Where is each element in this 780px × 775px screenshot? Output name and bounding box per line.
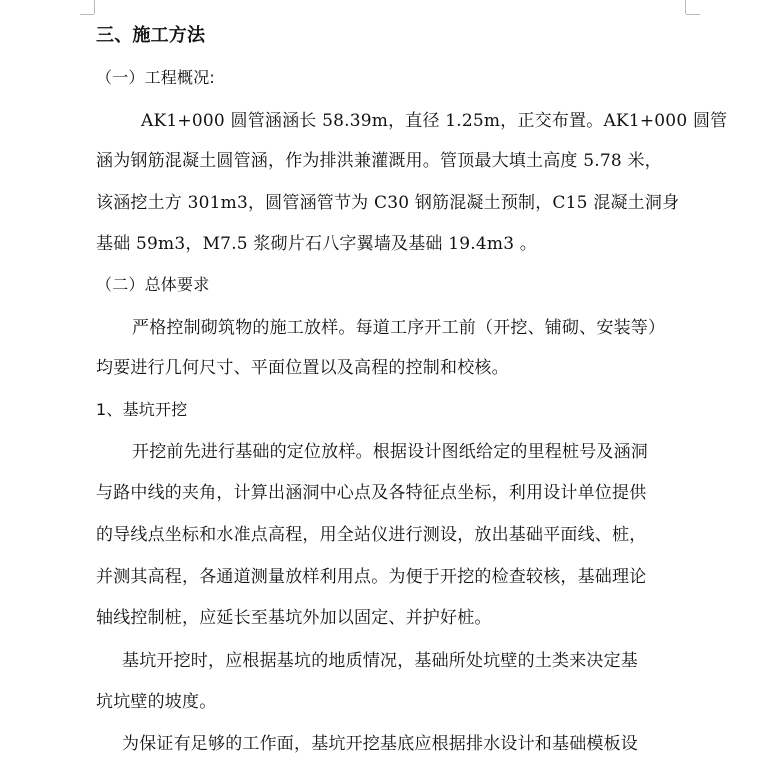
subsection-heading-excavation: 1、基坑开挖 xyxy=(96,400,188,419)
paragraph-line: 的导线点坐标和水准点高程，用全站仪进行测设，放出基础平面线、桩， xyxy=(96,525,647,545)
crop-mark-top-right xyxy=(685,0,686,14)
section-title: 三、施工方法 xyxy=(96,25,206,46)
paragraph-line: 为保证有足够的工作面，基坑开挖基底应根据排水设计和基础模板设 xyxy=(122,734,638,754)
paragraph-line: 基础 59m3，M7.5 浆砌片石八字翼墙及基础 19.4m3 。 xyxy=(96,234,538,254)
paragraph-line: 涵为钢筋混凝土圆管涵，作为排洪兼灌溉用。管顶最大填土高度 5.78 米， xyxy=(96,151,662,171)
paragraph-line: 严格控制砌筑物的施工放样。每道工序开工前（开挖、铺砌、安装等） xyxy=(132,318,666,338)
paragraph-line: 均要进行几何尺寸、平面位置以及高程的控制和校核。 xyxy=(96,358,509,378)
paragraph-line: 并测其高程，各通道测量放样利用点。为便于开挖的检查较核，基础理论 xyxy=(96,567,647,587)
paragraph-line: 开挖前先进行基础的定位放样。根据设计图纸给定的里程桩号及涵洞 xyxy=(132,442,648,462)
paragraph-line: 坑坑壁的坡度。 xyxy=(96,692,217,712)
subsection-heading-overview: （一）工程概况: xyxy=(96,68,215,87)
subsection-heading-requirements: （二）总体要求 xyxy=(96,275,210,294)
paragraph-line: AK1+000 圆管涵涵长 58.39m，直径 1.25m，正交布置。AK1+000 圆管 xyxy=(141,111,728,131)
paragraph-line: 轴线控制桩，应延长至基坑外加以固定、并护好桩。 xyxy=(96,608,492,628)
paragraph-line: 该涵挖土方 301m3，圆管涵管节为 C30 钢筋混凝土预制，C15 混凝土洞身 xyxy=(96,193,680,213)
paragraph-line: 与路中线的夹角，计算出涵洞中心点及各特征点坐标，利用设计单位提供 xyxy=(96,483,647,503)
crop-mark-top-right xyxy=(686,14,700,15)
crop-mark-top-left xyxy=(80,14,94,15)
paragraph-line: 基坑开挖时，应根据基坑的地质情况，基础所处坑壁的土类来决定基 xyxy=(122,651,638,671)
crop-mark-top-left xyxy=(94,0,95,14)
